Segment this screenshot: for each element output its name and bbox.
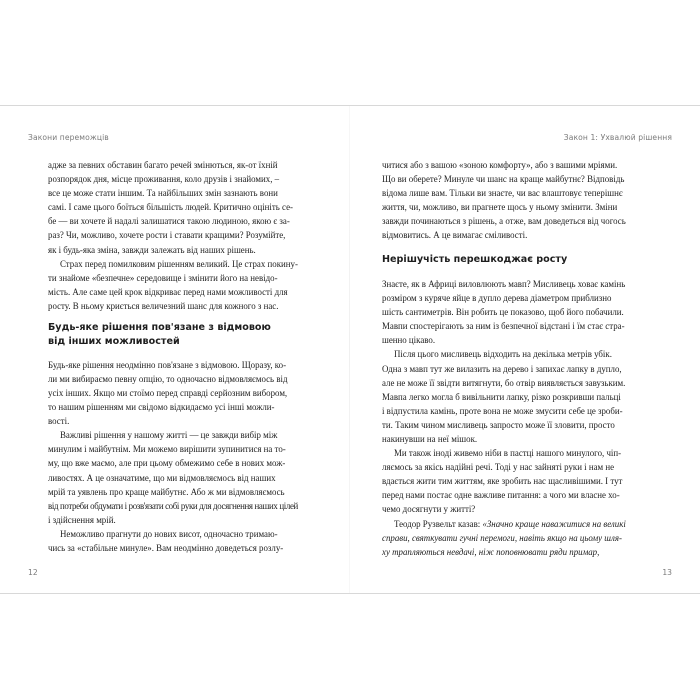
text-line: Знаєте, як в Африці виловлюють мавп? Мисливець ховає камінь: [382, 278, 626, 289]
book-spread: [0, 105, 700, 594]
quote-text: «Значно краще наважитися на великі: [482, 518, 626, 529]
left-page-number: 12: [28, 568, 38, 577]
heading-line: від інших можливостей: [48, 336, 180, 348]
text-line: Ми також іноді живемо ніби в пастці нашого минулого, чіп-: [394, 448, 622, 459]
text-line: то нашим рішенням ми свідомо відкидаємо усі інші можли-: [48, 402, 275, 413]
left-running-head: Закони переможців: [28, 133, 109, 142]
text-line: життя, чи, можливо, ви прагнете щось у ньому змінити. Зміни: [382, 202, 618, 213]
left-page: [0, 106, 349, 593]
text-line: все це може стати іншим. Та найбільших змін зазнають вони: [48, 188, 278, 199]
text-line: Неможливо прагнути до нових висот, одночасно тримаю-: [60, 528, 278, 539]
text-line: вдається жити тим життям, яке зробить нас щасливішими. І тут: [382, 476, 623, 487]
text-line: відома лише вам. Тільки ви знаєте, чи вас влаштовує теперішнє: [382, 188, 623, 199]
text-line: шість сантиметрів. Він робить це показово, щоб його побачили.: [382, 307, 624, 318]
text-line: Після цього мисливець відходить на декілька метрів убік.: [394, 349, 612, 360]
text-line: перед нами постає одне важливе питання: а чого ми власне хо-: [382, 490, 620, 501]
text-line: Мавпа легко могла б вивільнити лапку, різко розкривши пальці: [382, 391, 621, 402]
section-heading: [48, 321, 324, 350]
text-line: адже за певних обставин багато речей змінються, як-от їхній: [48, 160, 278, 170]
text-line: як і будь-яка зміна, завжди залежать від наших рішень.: [48, 244, 256, 255]
text-line: росту. В ньому криється величезний шанс для кожного з нас.: [48, 300, 279, 311]
right-running-head: Закон 1: Ухвалюй рішення: [563, 133, 672, 142]
text-line: мрій та уявлень про краще майбутнє. Або ж ми відмовляємось: [48, 486, 285, 497]
text-line: раз? Чи, можливо, хочете рости і ставати кращими? Розумійте,: [48, 230, 286, 241]
text-line: Одна з мавп тут же вилазить на дерево і запихає лапку в дупло,: [382, 363, 622, 374]
text-line: Будь-яке рішення неодмінно пов'язане з відмовою. Щоразу, ко-: [48, 359, 287, 370]
text-line: вості.: [48, 416, 70, 427]
text-line: Важливі рішення у нашому житті — це завжди вибір між: [60, 430, 278, 441]
right-body-text: [382, 158, 655, 559]
left-body-text: [48, 158, 324, 555]
text-line: ти знайоме «безпечне» середовище і змінити його на невідо-: [48, 272, 278, 283]
text-line: і здійснення мрій.: [48, 514, 116, 525]
text-line: Страх перед помилковим рішенням великий. Це страх покину-: [60, 258, 298, 269]
text-line: ли ми вибираємо певну опцію, то одночасно відмовляємось від: [48, 373, 288, 384]
text-line: Мавпи спостерігають за ним із безпечної відстані і їм стає стра-: [382, 321, 625, 332]
text-line: і відпустила камінь, проте вона не може змусити себе це зроби-: [382, 405, 623, 416]
text-line: бе — ви хочете й надалі залишатися такою людиною, якою є за-: [48, 216, 290, 227]
text-line: ляємось за якісь надійні речі. Тоді у нас зайняті руки і нам не: [382, 462, 615, 473]
text-line: усіх інших. Якщо ми стоїмо перед справді серйозним вибором,: [48, 388, 288, 398]
text-line: відмовитись. А це вимагає сміливості.: [382, 230, 528, 241]
text-line: від потреби обдумати і розв'язати собі руки для досягнення наших цілей: [48, 500, 298, 511]
text-line: чись за «стабільне минуле». Вам неодмінно доведеться розлу-: [48, 543, 284, 554]
text-line: Що ви оберете? Минуле чи шанс на краще майбутнє? Відповідь: [382, 174, 625, 185]
section-heading: [382, 253, 655, 267]
text-line: мість. Але саме цей крок відкриває перед нами можливості для: [48, 286, 288, 297]
text-line: самі. І саме цього боїться більшість людей. Критично оцініть се-: [48, 202, 293, 213]
text-line: ливостях. А це означатиме, що ми відмовляємось від наших: [48, 472, 276, 483]
text-line: накинувши на неї мішок.: [382, 433, 478, 444]
quote-lead: Теодор Рузвельт казав:: [394, 518, 483, 529]
text-line: шенно цікаво.: [382, 335, 436, 346]
text-line: читися або з вашою «зоною комфорту», або з вашими мріями.: [382, 160, 618, 170]
text-line: чемо досягнути у житті?: [382, 504, 476, 515]
text-line: завжди починаються з рішень, а отже, вам доведеться від чогось: [382, 216, 626, 227]
quote-line: справи, святкувати гучні перемоги, навіть якщо на цьому шля-: [382, 532, 622, 543]
quote-line: [382, 517, 655, 531]
right-page: [350, 106, 700, 593]
text-line: розміром з куряче яйце в дупло дерева діаметром приблизно: [382, 293, 612, 304]
right-page-number: 13: [662, 568, 672, 577]
heading-line: Нерішучість перешкоджає росту: [382, 253, 568, 265]
heading-line: Будь-яке рішення пов'язане з відмовою: [48, 322, 271, 334]
text-line: розпорядок дня, місце проживання, коло друзів і знайомих, –: [48, 174, 280, 185]
text-line: минулим і майбутнім. Ми можемо вирішити зупинитися на то-: [48, 444, 286, 455]
text-line: але не може її звідти витягнути, бо отвір виявляється завузьким.: [382, 377, 626, 388]
text-line: му, що вже маємо, але при цьому обмежимо себе в нових мож-: [48, 458, 286, 469]
text-line: ти. Таким чином мисливець запросто може її зловити, просто: [382, 419, 615, 430]
quote-line: ху трапляються невдачі, ніж поповнювати ряди примар,: [382, 546, 600, 557]
